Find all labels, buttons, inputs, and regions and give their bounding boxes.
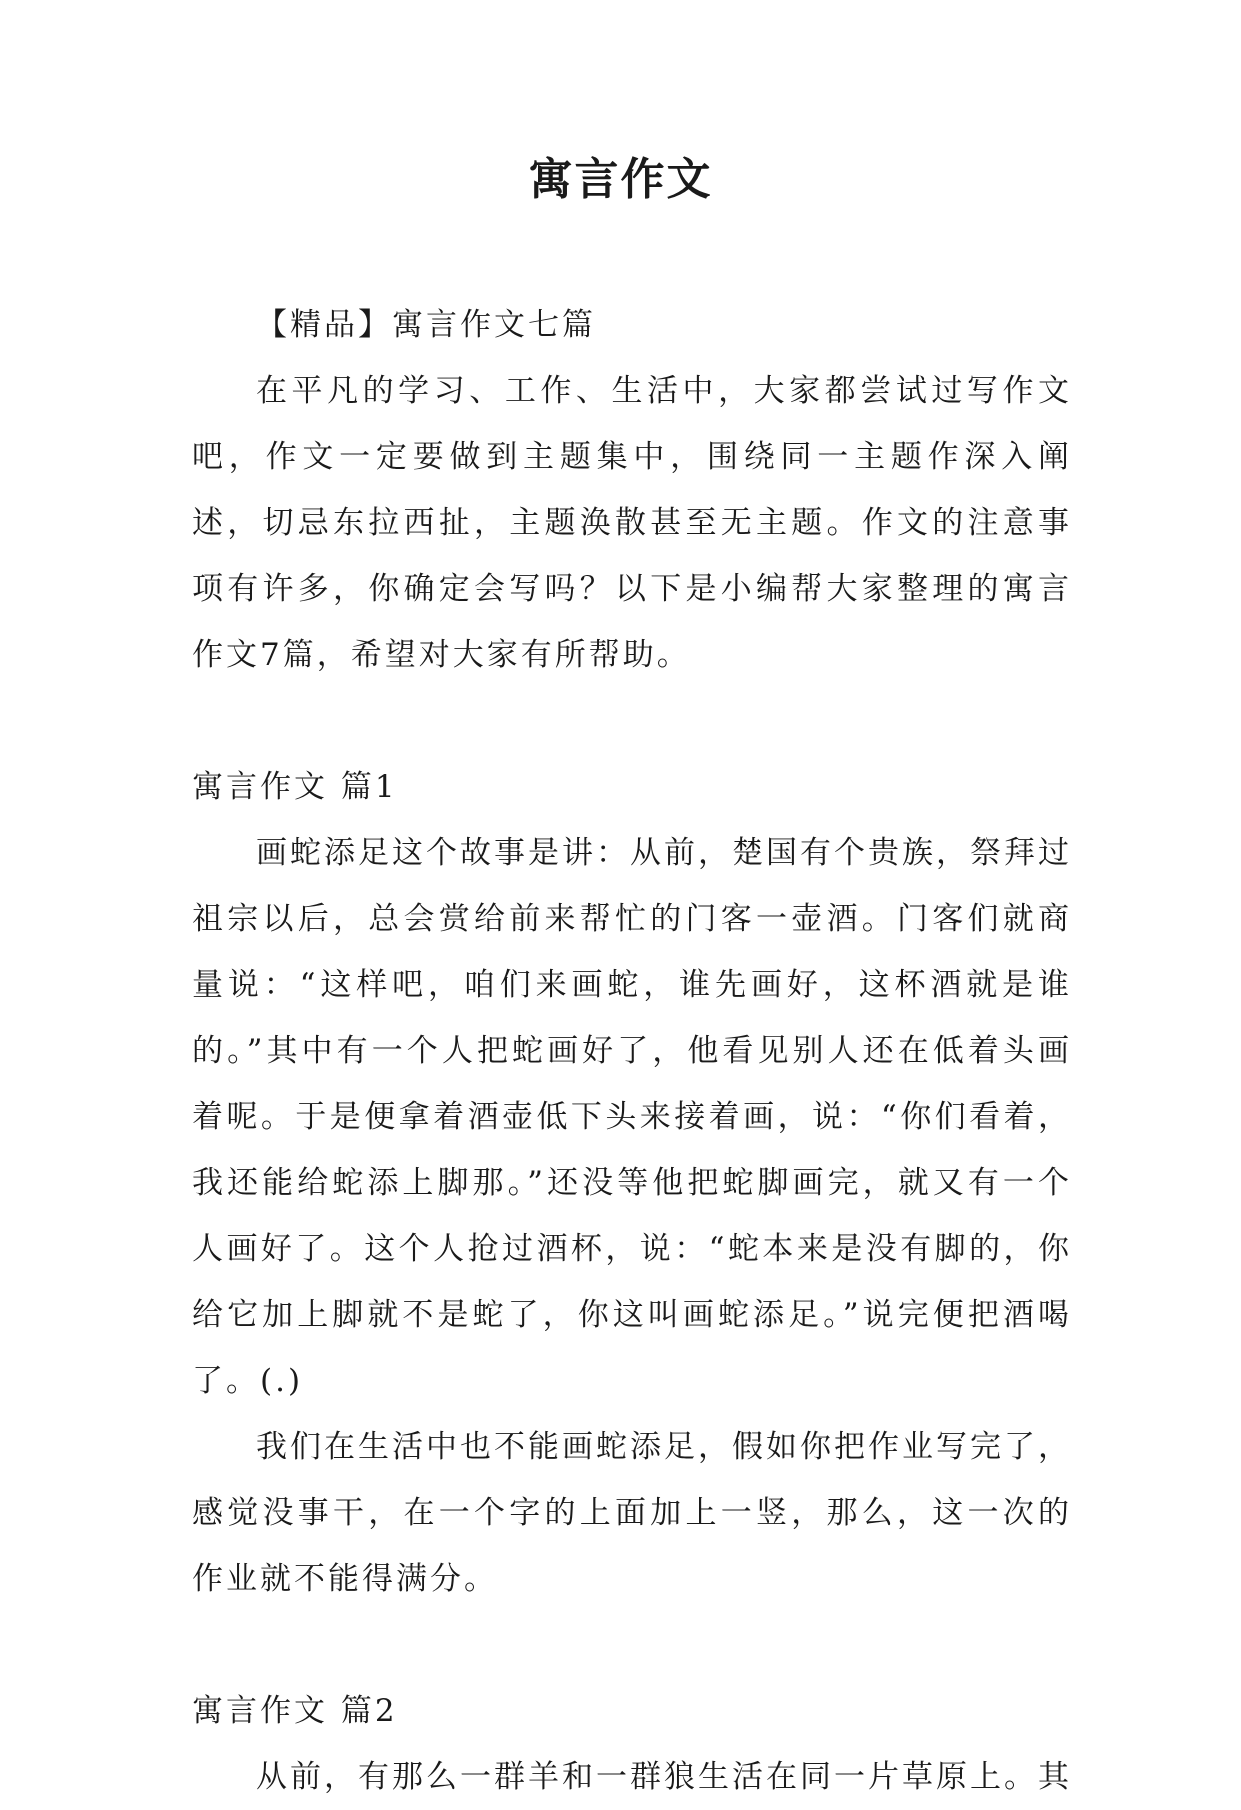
document-body (192, 292, 1072, 1810)
section-2-paragraph-1: 从前，有那么一群羊和一群狼生活在同一片草原上。其 (256, 1759, 1072, 1795)
section-heading-1: 寓言作文 篇1 (192, 769, 398, 805)
document-title: 寓言作文 (528, 154, 713, 205)
intro-paragraph: 在平凡的学习、工作、生活中，大家都尝试过写作文吧，作文一定要做到主题集中，围绕同一主题作深入阐述，切忌东拉西扯，主题涣散甚至无主题。作文的注意事项有许多，你确定会写吗？以下是小编帮大家整理的寓言作文7篇，希望对大家有所帮助。 (192, 373, 1072, 673)
section-heading-2: 寓言作文 篇2 (192, 1693, 398, 1729)
section-1-paragraph-1: 画蛇添足这个故事是讲：从前，楚国有个贵族，祭拜过祖宗以后，总会赏给前来帮忙的门客一壶酒。门客们就商量说：“这样吧，咱们来画蛇，谁先画好，这杯酒就是谁的。”其中有一个人把蛇画好了，他看见别人还在低着头画着呢。于是便拿着酒壶低下头来接着画，说：“你们看着，我还能给蛇添上脚那。”还没等他把蛇脚画完，就又有一个人画好了。这个人抢过酒杯，说：“蛇本来是没有脚的，你给它加上脚就不是蛇了，你这叫画蛇添足。”说完便把酒喝了。(.) (192, 835, 1072, 1399)
section-1-paragraph-2: 我们在生活中也不能画蛇添足，假如你把作业写完了，感觉没事干，在一个字的上面加上一竖，那么，这一次的作业就不能得满分。 (192, 1429, 1072, 1597)
document-subtitle: 【精品】寓言作文七篇 (256, 307, 596, 343)
